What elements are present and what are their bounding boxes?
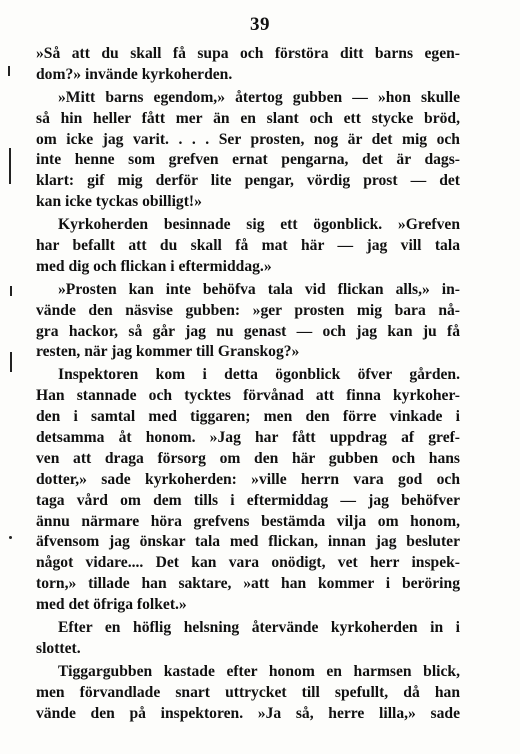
paragraph	[36, 44, 460, 86]
text-line: ännu närmare höra grefvens bestämda vilja om honom,	[36, 512, 460, 530]
paragraph	[36, 618, 460, 660]
paragraph	[36, 365, 460, 616]
text-line: »Prosten kan inte behöfva tala vid flickan alls,» in-	[58, 280, 460, 298]
margin-mark	[9, 536, 12, 539]
text-line: ven att draga försorg om den här gubben och hans	[36, 449, 460, 467]
body-text	[36, 44, 460, 727]
paragraph	[36, 88, 460, 213]
text-line: Kyrkoherden besinnade sig ett ögonblick. »Grefven	[58, 216, 460, 234]
margin-mark	[9, 148, 11, 184]
margin-mark	[10, 352, 12, 372]
text-line: Tiggargubben kastade efter honom en harmsen blick,	[58, 662, 460, 680]
margin-mark	[10, 286, 12, 296]
text-line: äfvensom jag önskar tala med flickan, innan jag besluter	[36, 533, 460, 551]
text-line: dotter,» sade kyrkoherden: »ville herrn vara god och	[36, 470, 460, 488]
text-line: Efter en höflig helsning återvände kyrkoherden in i	[58, 619, 460, 637]
text-line: slottet.	[36, 639, 81, 657]
text-line: detsamma åt honom. »Jag har fått uppdrag af gref-	[36, 429, 460, 447]
page-number: 39	[250, 14, 270, 35]
text-line: dom?» invände kyrkoherden.	[36, 65, 233, 83]
text-line: med dig och flickan i eftermiddag.»	[36, 257, 272, 275]
text-line: vände den näsvise gubben: »ger prosten mig bara nå-	[36, 301, 460, 319]
text-line: gra hackor, så går jag nu genast — och jag kan ju få	[36, 322, 460, 340]
text-line: resten, när jag kommer till Granskog?»	[36, 343, 300, 361]
text-line: torn,» tillade han saktare, »att han kommer i beröring	[36, 575, 460, 593]
paragraph	[36, 662, 460, 725]
paragraph	[36, 280, 460, 364]
text-line: kan icke tyckas obilligt!»	[36, 193, 202, 211]
text-line: Han stannade och tycktes förvånad att finna kyrkoher-	[36, 387, 460, 405]
text-line: har befallt att du skall få mat här — jag vill tala	[36, 237, 460, 255]
text-line: Inspektoren kom i detta ögonblick öfver gården.	[58, 366, 460, 384]
text-line: den i samtal med tiggaren; men den förre vinkade i	[36, 408, 460, 426]
text-line: »Så att du skall få supa och förstöra ditt barns egen-	[36, 45, 460, 62]
paragraph	[36, 215, 460, 278]
text-line: men förvandlade snart uttrycket till spefullt, då han	[36, 683, 460, 701]
text-line: med det öfriga folket.»	[36, 596, 187, 614]
text-line: taga vård om dem tills i eftermiddag — jag behöfver	[36, 491, 460, 509]
text-line: så hin heller fått mer än en slant och ett stycke bröd,	[36, 109, 460, 127]
text-line: klart: gif mig derför lite pengar, vördig prost — det	[36, 172, 460, 190]
text-line: något vidare.... Det kan vara onödigt, vet herr inspek-	[36, 554, 460, 572]
text-line: »Mitt barns egendom,» återtog gubben — »hon skulle	[58, 88, 460, 106]
margin-mark	[8, 66, 10, 76]
text-line: om icke jag varit. . . . Ser prosten, nog är det mig och	[36, 130, 460, 148]
text-line: vände den på inspektoren. »Ja så, herre lilla,» sade	[36, 704, 460, 722]
text-line: inte henne som grefven ernat pengarna, det är dags-	[36, 151, 460, 169]
